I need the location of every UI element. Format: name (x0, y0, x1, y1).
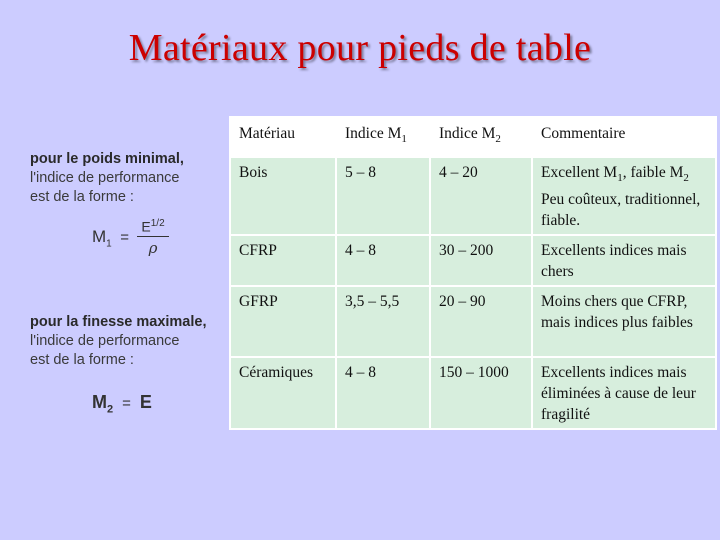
cell-comment: Excellent $M_1$, faible $M_2$ Peu coûteux, traditionnel, fiable. (532, 157, 716, 235)
header-index-m1: Indice $M_1$ (336, 117, 430, 157)
performance-index-slenderness-text (30, 313, 207, 370)
table-header-row (230, 117, 716, 157)
cell-material: GFRP (230, 286, 336, 357)
formula-m1-lhs: $M_1$ (92, 226, 112, 249)
cell-material: Céramiques (230, 357, 336, 429)
slenderness-line-2: l'indice de performance (30, 333, 180, 349)
cell-m1: 5 – 8 (336, 157, 430, 235)
cell-m2: 30 – 200 (430, 235, 532, 286)
cell-comment: Excellents indices mais chers (532, 235, 716, 286)
header-index-m2: Indice $M_2$ (430, 117, 532, 157)
page-title: Matériaux pour pieds de table (128, 27, 592, 69)
table-row (230, 357, 716, 429)
header-material: Matériau (230, 117, 336, 157)
weight-line-3: est de la forme : (30, 189, 134, 205)
formula-m2-equals: = (122, 395, 131, 412)
formula-m1-equals: = (120, 228, 129, 246)
header-comment: Commentaire (532, 117, 716, 157)
cell-m1: 3,5 – 5,5 (336, 286, 430, 357)
performance-index-weight-text (30, 150, 184, 207)
cell-comment: Excellents indices mais éliminées à cause de leur fragilité (532, 357, 716, 429)
cell-m2: 4 – 20 (430, 157, 532, 235)
table-row (230, 235, 716, 286)
materials-table (229, 116, 717, 430)
cell-m1: 4 – 8 (336, 235, 430, 286)
table-row (230, 286, 716, 357)
formula-m1-fraction: $\frac{E^{1/2}}{\rho}$ (137, 218, 168, 257)
cell-m2: 20 – 90 (430, 286, 532, 357)
cell-material: CFRP (230, 235, 336, 286)
formula-m2 (92, 392, 152, 416)
cell-m2: 150 – 1000 (430, 357, 532, 429)
formula-m2-lhs: $M_2$ (92, 392, 114, 416)
weight-heading: pour le poids minimal, (30, 151, 184, 167)
formula-m2-rhs: E (139, 392, 152, 412)
cell-material: Bois (230, 157, 336, 235)
slenderness-line-3: est de la forme : (30, 352, 134, 368)
table-row (230, 157, 716, 235)
weight-line-2: l'indice de performance (30, 170, 180, 186)
cell-comment: Moins chers que CFRP, mais indices plus faibles (532, 286, 716, 357)
slenderness-heading: pour la finesse maximale, (30, 314, 207, 330)
cell-m1: 4 – 8 (336, 357, 430, 429)
formula-m1 (92, 218, 169, 257)
